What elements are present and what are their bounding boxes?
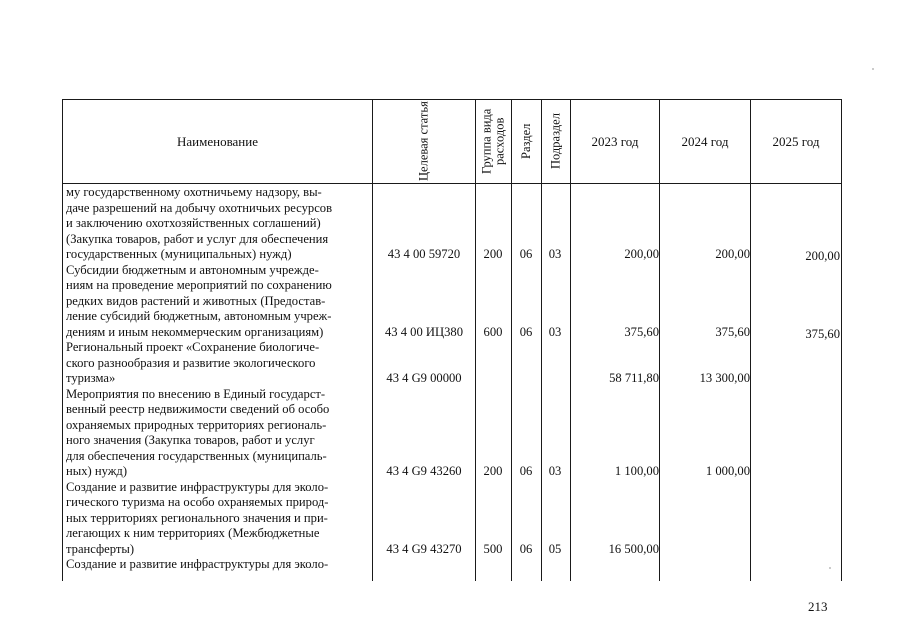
row-name: [66, 185, 367, 263]
row-target-article: 43 4 G9 00000: [386, 371, 462, 385]
row-name-line: ление субсидий бюджетным, автономным учреж-: [66, 309, 332, 323]
row-name-line: му государственному охотничьему надзору, вы-: [66, 185, 322, 199]
header-year-2024: 2024 год: [681, 133, 729, 149]
row-name-line: трансферты): [66, 541, 135, 556]
row-name: [66, 340, 367, 387]
row-name: [66, 263, 367, 341]
row-name-line: для обеспечения государственных (муниципаль-: [66, 448, 327, 463]
row-name-line: даче разрешений на добычу охотничьих ресурсов: [66, 200, 333, 215]
row-subsection: 03: [548, 464, 562, 478]
row-name-line: государственных (муниципальных) нужд): [66, 247, 292, 261]
row-target-article: 43 4 00 59720: [387, 247, 461, 261]
row-name-line: дениям и иным некоммерческим организациям): [66, 324, 324, 339]
row-name: [66, 557, 367, 573]
row-amount-2024: 375,60: [715, 324, 750, 339]
row-name-line: Региональный проект «Сохранение биологиче-: [66, 340, 320, 354]
row-amount-2024: 13 300,00: [699, 371, 750, 385]
row-expense-group: 200: [483, 247, 503, 261]
row-amount-2023: 1 100,00: [614, 464, 659, 478]
row-name-line: охраняемых природных территориях региональ-: [66, 417, 327, 432]
row-amount-2024: 200,00: [715, 247, 750, 261]
col-border: [841, 99, 842, 581]
row-amount-2024: 1 000,00: [705, 464, 750, 478]
row-amount-2023: 58 711,80: [609, 371, 659, 385]
header-name: Наименование: [177, 133, 258, 149]
row-name-line: туризма»: [66, 371, 116, 385]
row-name-line: гического туризма на особо охраняемых природ-: [66, 495, 329, 509]
row-amount-2023: 200,00: [624, 247, 659, 261]
header-section: Раздел: [519, 123, 533, 160]
row-name-line: и заключению охотхозяйственных соглашений): [66, 216, 321, 230]
header-target-article: Целевая статья: [416, 101, 431, 182]
header-bottom-border: [62, 183, 842, 184]
row-section: 06: [519, 247, 533, 261]
header-subsection: Подраздел: [548, 113, 563, 170]
row-target-article: 43 4 G9 43270: [386, 541, 462, 556]
row-amount-2025: 375,60: [805, 326, 840, 341]
row-name-line: легающих к ним территориях (Межбюджетные: [66, 526, 320, 540]
row-name-line: (Закупка товаров, работ и услуг для обеспечения: [66, 231, 329, 246]
row-section: 06: [519, 324, 533, 339]
row-name-line: ных) нужд): [66, 464, 128, 478]
scan-speck: [872, 68, 874, 70]
header-year-2025: 2025 год: [772, 133, 820, 149]
row-target-article: 43 4 G9 43260: [386, 464, 462, 478]
row-name-line: ниям на проведение мероприятий по сохранению: [66, 278, 332, 292]
page-number: 213: [808, 599, 828, 614]
row-subsection: 03: [548, 247, 562, 261]
row-name: [66, 480, 367, 558]
row-name-line: Субсидии бюджетным и автономным учрежде-: [66, 262, 319, 277]
row-name-line: Создание и развитие инфраструктуры для эколо-: [66, 557, 329, 571]
row-name-line: ского разнообразия и развитие экологического: [66, 355, 316, 370]
row-expense-group: 500: [483, 541, 503, 556]
header-year-2023: 2023 год: [591, 133, 639, 149]
scan-speck: [829, 567, 831, 569]
row-name-line: ного значения (Закупка товаров, работ и услуг: [66, 433, 315, 447]
row-name: [66, 387, 367, 480]
row-expense-group: 600: [483, 324, 503, 339]
header-expense-group: Группа вида расходов: [479, 108, 507, 175]
row-subsection: 05: [548, 541, 562, 556]
row-name-line: редких видов растений и животных (Предостав-: [66, 293, 326, 308]
row-subsection: 03: [548, 324, 562, 339]
row-section: 06: [519, 464, 533, 478]
row-amount-2025: 200,00: [805, 249, 840, 263]
row-name-line: Создание и развитие инфраструктуры для эколо-: [66, 479, 329, 494]
row-target-article: 43 4 00 ИЦ380: [384, 324, 463, 339]
budget-table: [62, 99, 842, 581]
row-amount-2023: 16 500,00: [608, 541, 659, 556]
row-name-line: Мероприятия по внесению в Единый государст-: [66, 386, 326, 401]
row-name-line: венный реестр недвижимости сведений об особо: [66, 402, 330, 416]
row-name-line: ных территориях регионального значения и при-: [66, 510, 328, 525]
row-amount-2023: 375,60: [624, 324, 659, 339]
row-expense-group: 200: [483, 464, 503, 478]
row-section: 06: [519, 541, 533, 556]
